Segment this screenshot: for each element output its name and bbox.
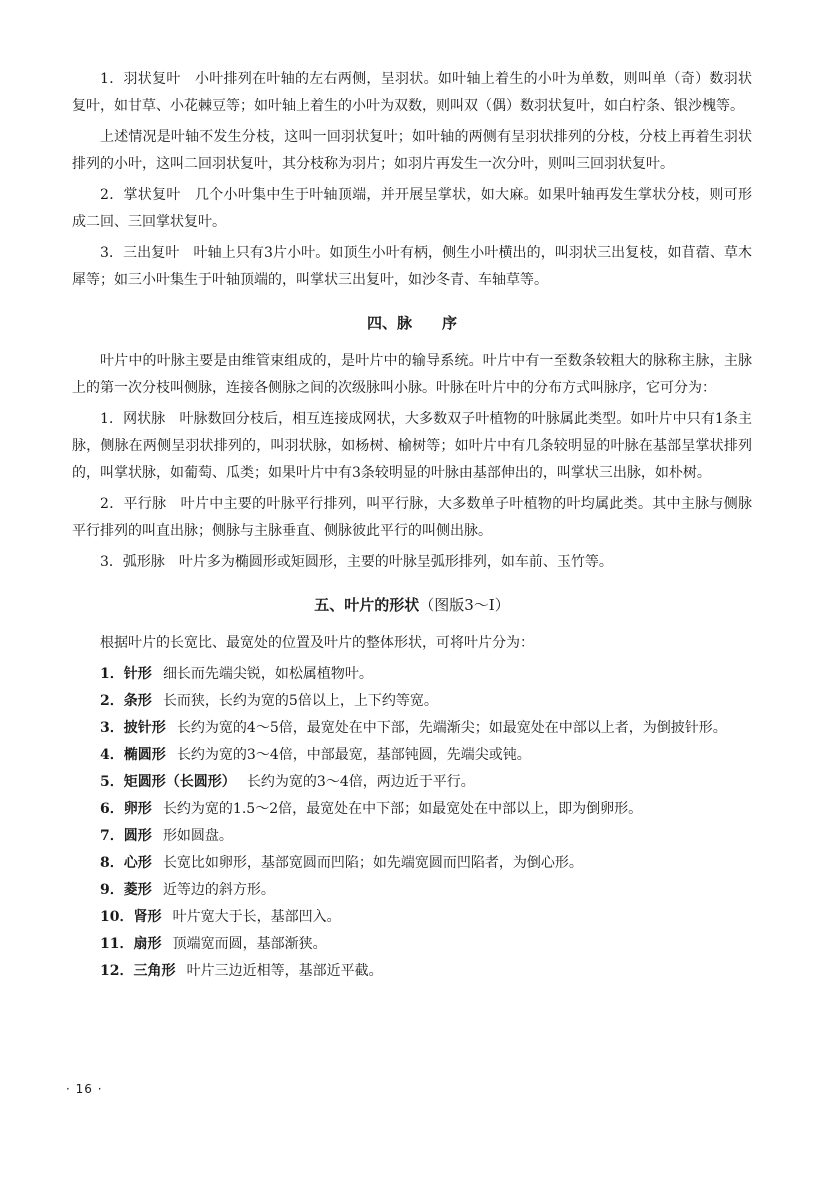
paragraph-leaf-shape-intro: 根据叶片的长宽比、最宽处的位置及叶片的整体形状，可将叶片分为：: [100, 635, 534, 651]
list-item: [72, 823, 752, 850]
list-item-term: 1．针形: [100, 666, 152, 682]
list-item: [72, 688, 752, 715]
paragraph-parallel-venation: 2．平行脉 叶片中主要的叶脉平行排列，叫平行脉，大多数单子叶植物的叶均属此类。其中主脉与侧脉平行排列的叫直出脉；侧脉与主脉垂直、侧脉彼此平行的叫侧出脉。: [72, 496, 752, 539]
page-content: [72, 66, 752, 985]
list-item: [72, 742, 752, 769]
list-item-desc: 近等边的斜方形。: [162, 882, 275, 898]
list-item: [72, 796, 752, 823]
paragraph-palmate-compound-leaf: 2．掌状复叶 几个小叶集中生于叶轴顶端，并开展呈掌状，如大麻。如果叶轴再发生掌状分枝，则可形成二回、三回掌状复叶。: [72, 187, 752, 230]
paragraph-venation-intro: 叶片中的叶脉主要是由维管束组成的，是叶片中的输导系统。叶片中有一至数条较粗大的脉称主脉，主脉上的第一次分枝叫侧脉，连接各侧脉之间的次级脉叫小脉。叶脉在叶片中的分布方式叫脉序，它可分为：: [72, 353, 752, 396]
list-item-term: 5．矩圆形（长圆形）: [100, 774, 236, 790]
paragraph-pinnate-compound-leaf: 1．羽状复叶 小叶排列在叶轴的左右两侧，呈羽状。如叶轴上着生的小叶为单数，则叫单（奇）数羽状复叶，如甘草、小花棘豆等；如叶轴上着生的小叶为双数，则叫双（偶）数羽状复叶，如白柠条、银沙槐等。: [72, 71, 752, 114]
paragraph-ternate-compound-leaf: 3．三出复叶 叶轴上只有3片小叶。如顶生小叶有柄，侧生小叶横出的，叫羽状三出复枝，如苜蓿、草木犀等；如三小叶集生于叶轴顶端的，叫掌状三出复叶，如沙冬青、车轴草等。: [72, 245, 752, 288]
list-item-desc: 长约为宽的1.5～2倍，最宽处在中下部；如最宽处在中部以上，即为倒卵形。: [162, 801, 643, 817]
list-item-term: 2．条形: [100, 693, 152, 709]
list-item-desc: 长约为宽的3～4倍，中部最宽，基部钝圆，先端尖或钝。: [176, 747, 531, 763]
list-item: [72, 661, 752, 688]
list-item-desc: 细长而先端尖锐，如松属植物叶。: [162, 666, 373, 682]
section-heading-leaf-shape-figure-ref: （图版3～Ⅰ）: [419, 596, 510, 614]
list-item-term: 6．卵形: [100, 801, 152, 817]
paragraph-arcuate-venation: 3．弧形脉 叶片多为椭圆形或矩圆形，主要的叶脉呈弧形排列，如车前、玉竹等。: [100, 554, 613, 570]
section-heading-leaf-shape: [72, 594, 752, 616]
leaf-shape-list: [72, 661, 752, 985]
list-item-desc: 长约为宽的4～5倍，最宽处在中下部，先端渐尖；如最宽处在中部以上者，为倒披针形。: [176, 720, 727, 736]
paragraph-reticulate-venation: 1．网状脉 叶脉数回分枝后，相互连接成网状，大多数双子叶植物的叶脉属此类型。如叶片中只有1条主脉，侧脉在两侧呈羽状排列的，叫羽状脉，如杨树、榆树等；如叶片中有几条较明显的叶脉在基部呈掌状排列的，叫掌状脉，如葡萄、瓜类；如果叶片中有3条较明显的叶脉由基部伸出的，叫掌状三出脉，如朴树。: [72, 411, 752, 481]
list-item: [72, 931, 752, 958]
list-item-term: 12．三角形: [100, 963, 176, 979]
list-item: [72, 850, 752, 877]
list-item: [72, 958, 752, 985]
list-item: [72, 904, 752, 931]
list-item-desc: 长约为宽的3～4倍，两边近于平行。: [246, 774, 475, 790]
list-item-term: 7．圆形: [100, 828, 152, 844]
list-item-desc: 形如圆盘。: [162, 828, 233, 844]
page-number: · 16 ·: [66, 1082, 103, 1096]
list-item-term: 9．菱形: [100, 882, 152, 898]
list-item-desc: 顶端宽而圆，基部渐狭。: [172, 936, 327, 952]
list-item-desc: 长而狭，长约为宽的5倍以上，上下约等宽。: [162, 693, 438, 709]
list-item: [72, 769, 752, 796]
list-item-desc: 叶片宽大于长，基部凹入。: [172, 909, 341, 925]
list-item-desc: 长宽比如卵形，基部宽圆而凹陷；如先端宽圆而凹陷者，为倒心形。: [162, 855, 583, 871]
section-heading-venation: 四、脉 序: [366, 314, 457, 332]
list-item-term: 4．椭圆形: [100, 747, 166, 763]
list-item-term: 11．扇形: [100, 936, 162, 952]
list-item-term: 10．肾形: [100, 909, 162, 925]
list-item: [72, 715, 752, 742]
section-heading-leaf-shape-title: 五、叶片的形状: [314, 596, 420, 614]
list-item-desc: 叶片三边近相等，基部近平截。: [186, 963, 383, 979]
list-item-term: 3．披针形: [100, 720, 166, 736]
list-item: [72, 877, 752, 904]
paragraph-compound-leaf-branching: 上述情况是叶轴不发生分枝，这叫一回羽状复叶；如叶轴的两侧有呈羽状排列的分枝，分枝上再着生羽状排列的小叶，这叫二回羽状复叶，其分枝称为羽片；如羽片再发生一次分叶，则叫三回羽状复叶。: [72, 129, 752, 172]
list-item-term: 8．心形: [100, 855, 152, 871]
